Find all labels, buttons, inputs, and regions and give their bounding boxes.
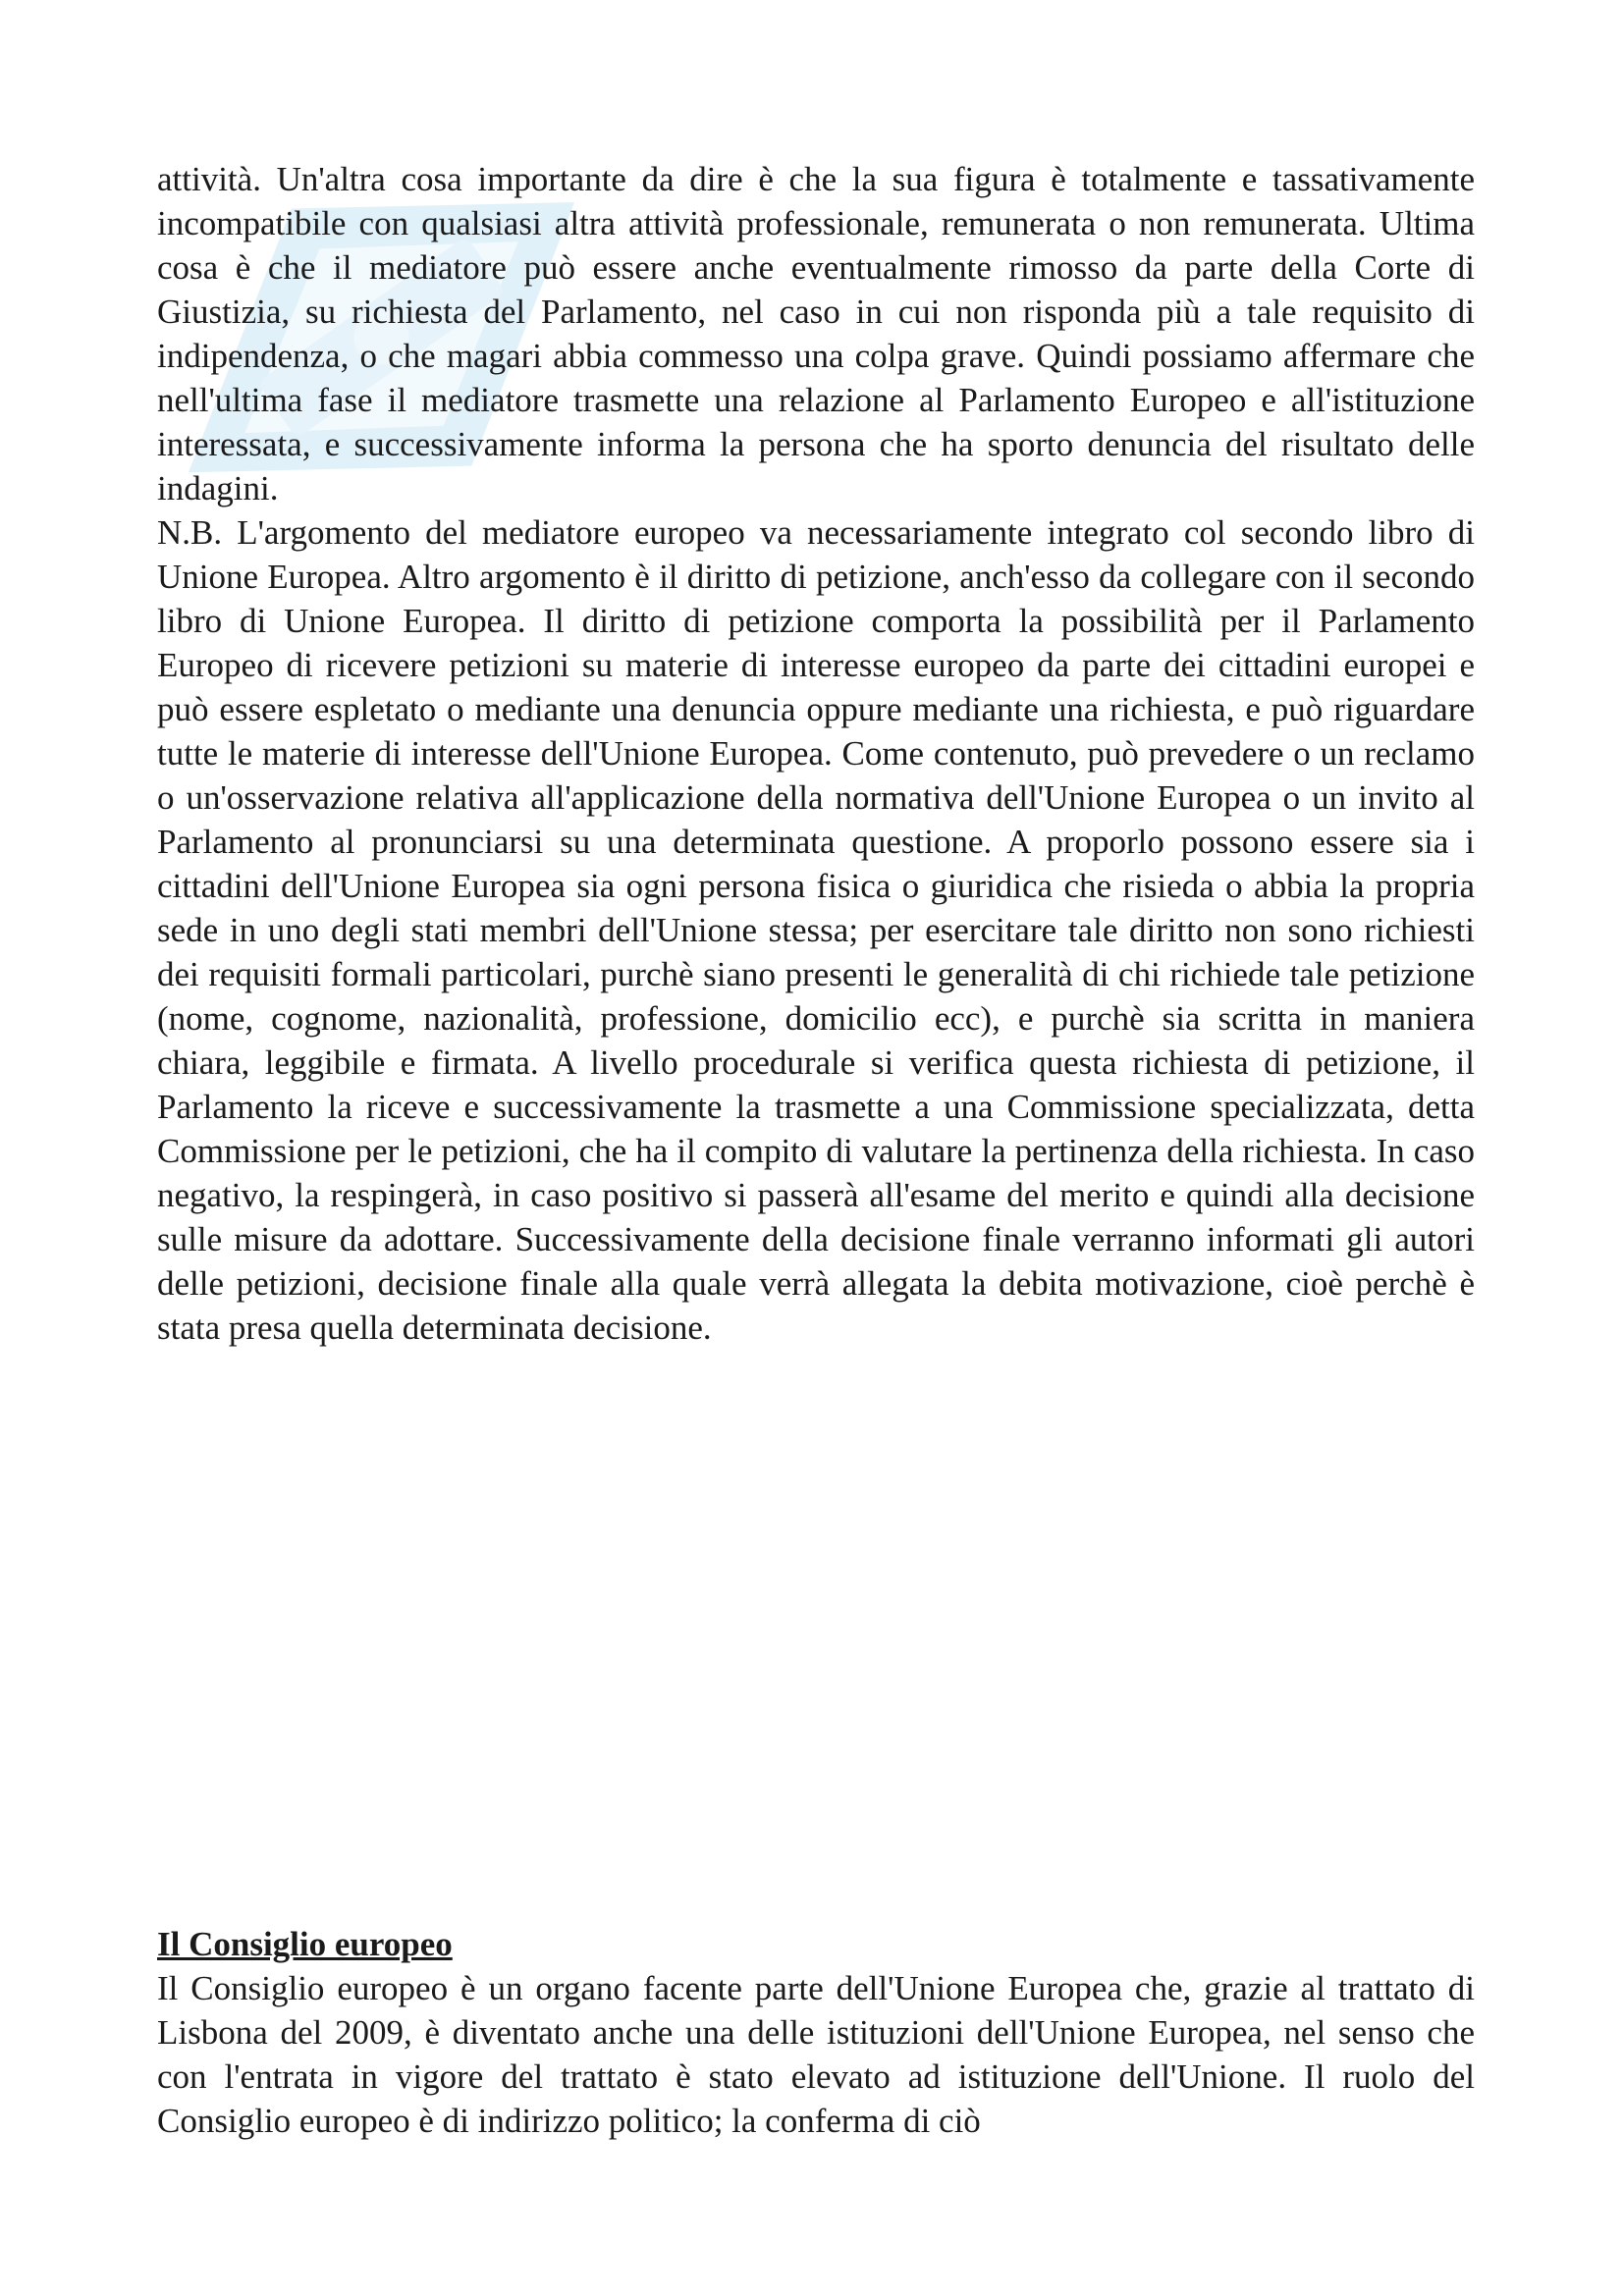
paragraph-consiglio: Il Consiglio europeo è un organo facente parte dell'Unione Europea che, grazie al trattato di Lisbona del 2009, è diventato anche una delle istituzioni dell'Unione Europea, nel senso che con l'entrata in vigore del trattato è stato elevato ad istituzione dell'Unione. Il ruolo del Consiglio europeo è di indirizzo politico; la conferma di ciò	[157, 1969, 1475, 2140]
paragraph-petizione: N.B. L'argomento del mediatore europeo va necessariamente integrato col secondo libro di Unione Europea. Altro argomento è il diritto di petizione, anch'esso da collegare con il secondo libro di Unione Europea. Il diritto di petizione comporta la possibilità per il Parlamento Europeo di ricevere petizioni su materie di interesse europeo da parte dei cittadini europei e può essere espletato o mediante una denuncia oppure mediante una richiesta, e può riguardare tutte le materie di interesse dell'Unione Europea. Come contenuto, può prevedere o un reclamo o un'osservazione relativa all'applicazione della normativa dell'Unione Europea o un invito al Parlamento al pronunciarsi su una determinata questione. A proporlo possono essere sia i cittadini dell'Unione Europea sia ogni persona fisica o giuridica che risieda o abbia la propria sede in uno degli stati membri dell'Unione stessa; per esercitare tale diritto non sono richiesti dei requisiti formali particolari, purchè siano presenti le generalità di chi richiede tale petizione (nome, cognome, nazionalità, professione, domicilio ecc), e purchè sia scritta in maniera chiara, leggibile e firmata. A livello procedurale si verifica questa richiesta di petizione, il Parlamento la riceve e successivamente la trasmette a una Commissione specializzata, detta Commissione per le petizioni, che ha il compito di valutare la pertinenza della richiesta. In caso negativo, la respingerà, in caso positivo si passerà all'esame del merito e quindi alla decisione sulle misure da adottare. Successivamente della decisione finale verranno informati gli autori delle petizioni, decisione finale alla quale verrà allegata la debita motivazione, cioè perchè è stata presa quella determinata decisione.	[157, 513, 1475, 1347]
document-page	[157, 157, 1475, 1350]
section-heading-consiglio: Il Consiglio europeo	[157, 1925, 453, 1963]
paragraph-mediatore: attività. Un'altra cosa importante da dire è che la sua figura è totalmente e tassativamente incompatibile con qualsiasi altra attività professionale, remunerata o non remunerata. Ultima cosa è che il mediatore può essere anche eventualmente rimosso da parte della Corte di Giustizia, su richiesta del Parlamento, nel caso in cui non risponda più a tale requisito di indipendenza, o che magari abbia commesso una colpa grave. Quindi possiamo affermare che nell'ultima fase il mediatore trasmette una relazione al Parlamento Europeo e all'istituzione interessata, e successivamente informa la persona che ha sporto denuncia del risultato delle indagini.	[157, 160, 1475, 507]
section-body	[157, 1966, 1475, 2143]
